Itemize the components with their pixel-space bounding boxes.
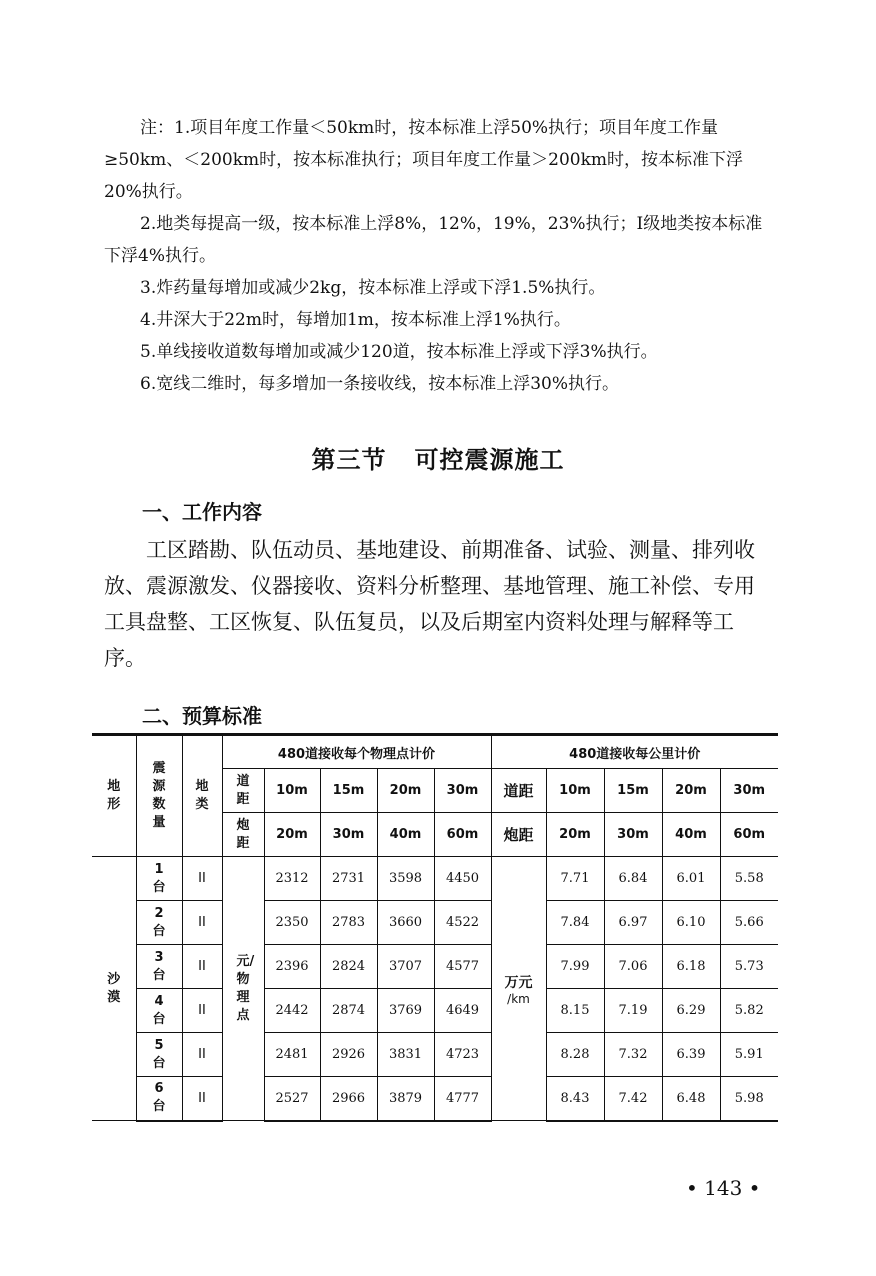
- land-class-cell: II: [182, 857, 222, 901]
- shot-spacing: 20m: [264, 813, 320, 857]
- table-row: [92, 989, 778, 1033]
- budget-heading: 二、预算标准: [142, 704, 262, 728]
- work-content-heading: 一、工作内容: [142, 500, 262, 524]
- point-price: 2481: [264, 1033, 320, 1077]
- km-price: 6.48: [662, 1077, 720, 1121]
- land-class-cell: II: [182, 989, 222, 1033]
- point-price: 3769: [377, 989, 434, 1033]
- cell-text: 3台: [152, 949, 166, 983]
- point-price: 3707: [377, 945, 434, 989]
- trace-spacing: 15m: [604, 769, 662, 813]
- cell-text: 地形: [107, 779, 121, 812]
- trace-spacing: 10m: [264, 769, 320, 813]
- page-number: • 143 •: [686, 1176, 761, 1200]
- point-price: 2527: [264, 1077, 320, 1121]
- header-group-point: 480道接收每个物理点计价: [222, 735, 491, 769]
- km-price: 5.98: [720, 1077, 778, 1121]
- header-trace-label-point: [222, 769, 264, 813]
- land-class-cell: II: [182, 945, 222, 989]
- point-price: 4649: [434, 989, 491, 1033]
- km-price: 7.71: [546, 857, 604, 901]
- cell-text: 沙漠: [107, 971, 121, 1005]
- cell-text: 6台: [152, 1081, 166, 1115]
- source-count-cell: [136, 1077, 182, 1121]
- point-price: 3831: [377, 1033, 434, 1077]
- point-price: 4522: [434, 901, 491, 945]
- header-trace-label-km: 道距: [491, 769, 546, 813]
- table-row: [92, 945, 778, 989]
- shot-spacing: 60m: [720, 813, 778, 857]
- point-price: 4777: [434, 1077, 491, 1121]
- unit-km-cell: [491, 857, 546, 1121]
- note-6: 6.宽线二维时，每多增加一条接收线，按本标准上浮30%执行。: [140, 374, 620, 394]
- work-content-text: 工区踏勘、队伍动员、基地建设、前期准备、试验、测量、排列收放、震源激发、仪器接收、资料分析整理、基地管理、施工补偿、专用工具盘整、工区恢复、队伍复员，以及后期室内资料处理与解释等工序。: [104, 538, 755, 670]
- table-row: [92, 901, 778, 945]
- section-title: [0, 440, 876, 475]
- trace-spacing: 20m: [377, 769, 434, 813]
- header-group-km: 480道接收每公里计价: [491, 735, 778, 769]
- header-shot-label-point: [222, 813, 264, 857]
- km-price: 7.42: [604, 1077, 662, 1121]
- point-price: 2350: [264, 901, 320, 945]
- cell-text: 4台: [152, 993, 166, 1027]
- point-price: 2874: [320, 989, 377, 1033]
- land-class-cell: II: [182, 901, 222, 945]
- header-source-count: [136, 735, 182, 857]
- point-price: 4577: [434, 945, 491, 989]
- cell-text: 震源数量: [152, 761, 166, 830]
- point-price: 3879: [377, 1077, 434, 1121]
- shot-spacing: 30m: [604, 813, 662, 857]
- header-terrain: [92, 735, 136, 857]
- terrain-cell: [92, 857, 136, 1121]
- trace-spacing: 10m: [546, 769, 604, 813]
- cell-text: 万元: [504, 974, 533, 991]
- header-shot-label-km: 炮距: [491, 813, 546, 857]
- source-count-cell: [136, 1033, 182, 1077]
- source-count-cell: [136, 901, 182, 945]
- source-count-cell: [136, 945, 182, 989]
- km-price: 6.97: [604, 901, 662, 945]
- km-price: 7.99: [546, 945, 604, 989]
- point-price: 3660: [377, 901, 434, 945]
- km-price: 7.32: [604, 1033, 662, 1077]
- trace-spacing: 30m: [434, 769, 491, 813]
- point-price: 2783: [320, 901, 377, 945]
- cell-text: 1台: [152, 861, 166, 895]
- cell-text: 地类: [195, 779, 209, 812]
- table-row: [92, 1077, 778, 1121]
- note-3: 3.炸药量每增加或减少2kg，按本标准上浮或下浮1.5%执行。: [140, 278, 606, 298]
- point-price: 2442: [264, 989, 320, 1033]
- km-price: 5.91: [720, 1033, 778, 1077]
- km-price: 7.06: [604, 945, 662, 989]
- budget-table: [92, 733, 778, 1122]
- point-price: 4723: [434, 1033, 491, 1077]
- km-price: 6.10: [662, 901, 720, 945]
- point-price: 2824: [320, 945, 377, 989]
- header-land-class: [182, 735, 222, 857]
- shot-spacing: 20m: [546, 813, 604, 857]
- point-price: 2396: [264, 945, 320, 989]
- point-price: 2966: [320, 1077, 377, 1121]
- km-price: 5.58: [720, 857, 778, 901]
- km-price: 8.15: [546, 989, 604, 1033]
- shot-spacing: 40m: [377, 813, 434, 857]
- km-price: 5.73: [720, 945, 778, 989]
- km-price: 7.84: [546, 901, 604, 945]
- cell-text: 2台: [152, 905, 166, 939]
- section-number: 第三节: [311, 446, 387, 474]
- point-price: 2312: [264, 857, 320, 901]
- km-price: 6.18: [662, 945, 720, 989]
- cell-text: /km: [507, 991, 530, 1006]
- note-2: 2.地类每提高一级，按本标准上浮8%，12%，19%，23%执行；Ⅰ级地类按本标准下浮4%执行。: [104, 214, 763, 266]
- shot-spacing: 30m: [320, 813, 377, 857]
- cell-text: 道距: [236, 773, 250, 807]
- trace-spacing: 20m: [662, 769, 720, 813]
- note-5: 5.单线接收道数每增加或减少120道，按本标准上浮或下浮3%执行。: [140, 342, 658, 362]
- section-name: 可控震源施工: [414, 446, 565, 474]
- trace-spacing: 30m: [720, 769, 778, 813]
- point-price: 2731: [320, 857, 377, 901]
- land-class-cell: II: [182, 1077, 222, 1121]
- shot-spacing: 40m: [662, 813, 720, 857]
- km-price: 7.19: [604, 989, 662, 1033]
- land-class-cell: II: [182, 1033, 222, 1077]
- km-price: 6.29: [662, 989, 720, 1033]
- km-price: 6.39: [662, 1033, 720, 1077]
- note-4: 4.井深大于22m时，每增加1m，按本标准上浮1%执行。: [140, 310, 571, 330]
- source-count-cell: [136, 857, 182, 901]
- source-count-cell: [136, 989, 182, 1033]
- header-row-1: [92, 735, 778, 769]
- km-price: 8.28: [546, 1033, 604, 1077]
- point-price: 2926: [320, 1033, 377, 1077]
- cell-text: 5台: [152, 1037, 166, 1071]
- cell-text: 炮距: [236, 817, 250, 851]
- point-price: 4450: [434, 857, 491, 901]
- table-row: [92, 857, 778, 901]
- notes-block: [104, 112, 772, 400]
- km-price: 6.01: [662, 857, 720, 901]
- km-price: 5.66: [720, 901, 778, 945]
- shot-spacing: 60m: [434, 813, 491, 857]
- km-price: 6.84: [604, 857, 662, 901]
- cell-text: 元/物理点: [236, 953, 255, 1023]
- note-1: 注：1.项目年度工作量＜50km时，按本标准上浮50%执行；项目年度工作量≥50km、＜200km时，按本标准执行；项目年度工作量＞200km时，按本标准下浮20%执行。: [104, 118, 744, 202]
- point-price: 3598: [377, 857, 434, 901]
- trace-spacing: 15m: [320, 769, 377, 813]
- km-price: 5.82: [720, 989, 778, 1033]
- unit-point-cell: [222, 857, 264, 1121]
- km-price: 8.43: [546, 1077, 604, 1121]
- table-row: [92, 1033, 778, 1077]
